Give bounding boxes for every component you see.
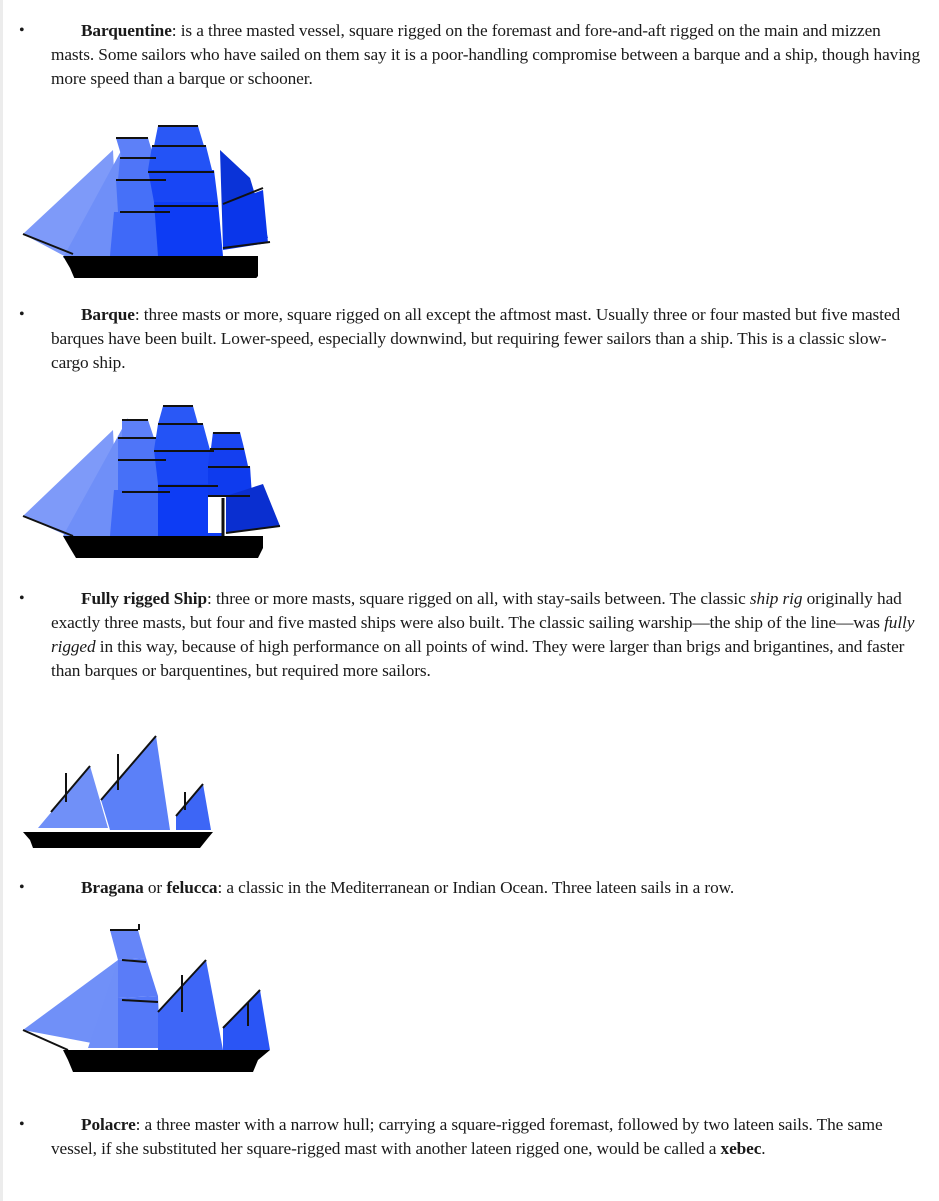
barque-description: Barque: three masts or more, square rigged on all except the aftmost mast. Usually three or four masted but five masted barques have been built. Lower-speed, especially downwind, but requiring fewer sailors than a ship. This is a classic slow-cargo ship.	[51, 305, 900, 372]
polacre-illustration	[18, 920, 283, 1090]
bullet: •	[19, 22, 25, 39]
term-xebec: xebec	[720, 1139, 762, 1158]
bullet: •	[19, 879, 25, 896]
term-barque: Barque	[81, 305, 135, 324]
bragana-description: Bragana or felucca: a classic in the Mediterranean or Indian Ocean. Three lateen sails in a row.	[81, 878, 735, 897]
polacre-description: Polacre: a three master with a narrow hull; carrying a square-rigged foremast, followed by two lateen sails. The same vessel, if she substituted her square-rigged mast with another lateen rigged one, would be called a xebec.	[51, 1115, 883, 1158]
term-barquentine: Barquentine	[81, 21, 172, 40]
bullet: •	[19, 590, 25, 607]
fully-rigged-ship-description: Fully rigged Ship: three or more masts, square rigged on all, with stay-sails between. The classic ship rig originally had exactly three masts, but four and five masted ships were also built. The classic sailing warship—the ship of the line—was fully rigged in this way, because of high performance on all points of wind. They were larger than brigs and brigantines, and faster than barques or barquentines, but required more sailors.	[51, 589, 915, 680]
bullet: •	[19, 306, 25, 323]
term-fully-rigged-ship: Fully rigged Ship	[81, 589, 208, 608]
term-bragana: Bragana	[81, 878, 144, 897]
term-felucca: felucca	[166, 878, 218, 897]
felucca-illustration	[18, 730, 218, 855]
bullet: •	[19, 1116, 25, 1133]
barque-illustration	[18, 398, 298, 563]
barquentine-description: Barquentine: is a three masted vessel, square rigged on the foremast and fore-and-aft rigged on the main and mizzen masts. Some sailors who have sailed on them say it is a poor-handling compromise between a barque and a ship, though having more speed than a barque or schooner.	[51, 21, 920, 88]
term-polacre: Polacre	[81, 1115, 136, 1134]
barquentine-illustration	[18, 118, 278, 278]
